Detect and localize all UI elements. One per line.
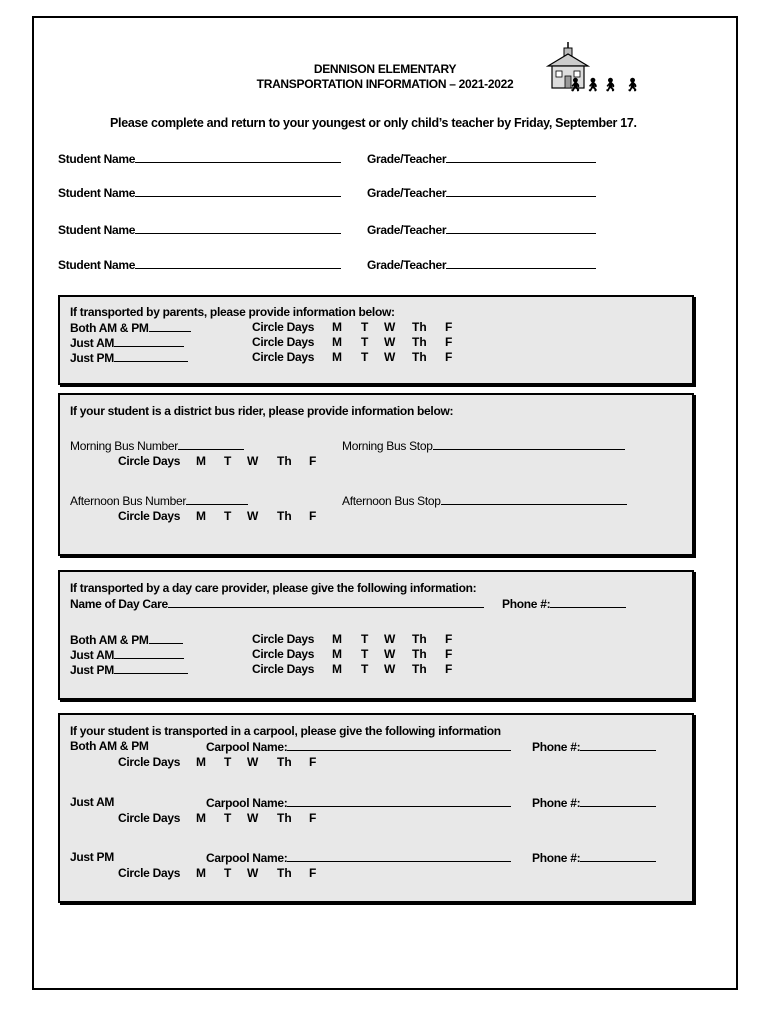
morning-bus-number-field[interactable]: Morning Bus Number <box>70 438 244 453</box>
carpool-both-option[interactable]: Both AM & PM <box>70 739 149 753</box>
circle-days-label: Circle Days <box>118 811 181 825</box>
daycare-section-title: If transported by a day care provider, please give the following information: <box>70 581 477 595</box>
carpool-name-field[interactable]: Carpool Name: <box>206 850 511 865</box>
day-w[interactable]: W <box>247 509 259 523</box>
afternoon-bus-number-field[interactable]: Afternoon Bus Number <box>70 493 248 508</box>
day-t[interactable]: T <box>361 320 369 334</box>
daycare-am-option[interactable]: Just AM <box>70 647 184 662</box>
day-f[interactable]: F <box>445 647 453 661</box>
day-th[interactable]: Th <box>412 320 427 334</box>
carpool-section-title: If your student is transported in a carpool, please give the following information <box>70 724 501 738</box>
day-w[interactable]: W <box>384 662 396 676</box>
day-w[interactable]: W <box>384 632 396 646</box>
day-f[interactable]: F <box>309 866 317 880</box>
parents-both-option[interactable]: Both AM & PM <box>70 320 191 335</box>
day-t[interactable]: T <box>224 454 232 468</box>
parents-section <box>58 295 694 385</box>
day-th[interactable]: Th <box>277 454 292 468</box>
parents-pm-option[interactable]: Just PM <box>70 350 188 365</box>
day-w[interactable]: W <box>384 350 396 364</box>
carpool-phone-field[interactable]: Phone #: <box>532 739 656 754</box>
student-name-label[interactable]: Student Name <box>58 257 341 272</box>
day-f[interactable]: F <box>445 662 453 676</box>
day-th[interactable]: Th <box>412 647 427 661</box>
day-f[interactable]: F <box>445 335 453 349</box>
student-name-label[interactable]: Student Name <box>58 222 341 237</box>
school-name: DENNISON ELEMENTARY <box>313 62 457 76</box>
circle-days-label: Circle Days <box>252 662 315 676</box>
day-t[interactable]: T <box>361 632 369 646</box>
day-m[interactable]: M <box>332 647 342 661</box>
day-th[interactable]: Th <box>277 755 292 769</box>
day-m[interactable]: M <box>332 632 342 646</box>
circle-days-label: Circle Days <box>118 755 181 769</box>
day-w[interactable]: W <box>247 755 259 769</box>
circle-days-label: Circle Days <box>118 454 181 468</box>
day-w[interactable]: W <box>384 647 396 661</box>
day-w[interactable]: W <box>384 320 396 334</box>
day-w[interactable]: W <box>247 866 259 880</box>
day-th[interactable]: Th <box>412 632 427 646</box>
carpool-name-field[interactable]: Carpool Name: <box>206 739 511 754</box>
children-figures-icon: 🚶︎🚶︎🚶︎ 🚶︎ <box>567 77 642 92</box>
day-m[interactable]: M <box>196 811 206 825</box>
daycare-phone-field[interactable]: Phone #: <box>502 596 626 611</box>
day-f[interactable]: F <box>309 811 317 825</box>
day-m[interactable]: M <box>332 662 342 676</box>
day-t[interactable]: T <box>361 662 369 676</box>
grade-teacher-label[interactable]: Grade/Teacher <box>367 257 596 272</box>
day-m[interactable]: M <box>332 320 342 334</box>
form-title: TRANSPORTATION INFORMATION – 2021-2022 <box>256 77 514 91</box>
day-m[interactable]: M <box>332 350 342 364</box>
day-t[interactable]: T <box>224 755 232 769</box>
day-t[interactable]: T <box>361 647 369 661</box>
day-m[interactable]: M <box>196 454 206 468</box>
daycare-section <box>58 570 694 700</box>
parents-am-option[interactable]: Just AM <box>70 335 184 350</box>
day-f[interactable]: F <box>445 350 453 364</box>
circle-days-label: Circle Days <box>252 350 315 364</box>
day-t[interactable]: T <box>224 811 232 825</box>
carpool-phone-field[interactable]: Phone #: <box>532 850 656 865</box>
daycare-both-option[interactable]: Both AM & PM <box>70 632 183 647</box>
day-f[interactable]: F <box>445 320 453 334</box>
day-t[interactable]: T <box>361 350 369 364</box>
day-m[interactable]: M <box>196 509 206 523</box>
day-f[interactable]: F <box>309 454 317 468</box>
parents-section-title: If transported by parents, please provide information below: <box>70 305 395 319</box>
day-m[interactable]: M <box>196 755 206 769</box>
day-t[interactable]: T <box>361 335 369 349</box>
grade-teacher-label[interactable]: Grade/Teacher <box>367 151 596 166</box>
day-f[interactable]: F <box>445 632 453 646</box>
carpool-pm-option[interactable]: Just PM <box>70 850 114 864</box>
day-th[interactable]: Th <box>412 350 427 364</box>
circle-days-label: Circle Days <box>118 509 181 523</box>
day-w[interactable]: W <box>247 454 259 468</box>
afternoon-bus-stop-field[interactable]: Afternoon Bus Stop <box>342 493 627 508</box>
carpool-section <box>58 713 694 903</box>
day-th[interactable]: Th <box>277 866 292 880</box>
day-th[interactable]: Th <box>277 811 292 825</box>
day-f[interactable]: F <box>309 509 317 523</box>
day-th[interactable]: Th <box>277 509 292 523</box>
circle-days-label: Circle Days <box>252 335 315 349</box>
student-name-label[interactable]: Student Name <box>58 151 341 166</box>
day-t[interactable]: T <box>224 866 232 880</box>
circle-days-label: Circle Days <box>252 647 315 661</box>
day-m[interactable]: M <box>332 335 342 349</box>
grade-teacher-label[interactable]: Grade/Teacher <box>367 222 596 237</box>
carpool-name-field[interactable]: Carpool Name: <box>206 795 511 810</box>
day-th[interactable]: Th <box>412 335 427 349</box>
day-w[interactable]: W <box>247 811 259 825</box>
carpool-am-option[interactable]: Just AM <box>70 795 115 809</box>
day-th[interactable]: Th <box>412 662 427 676</box>
bus-section-title: If your student is a district bus rider, please provide information below: <box>70 404 454 418</box>
daycare-pm-option[interactable]: Just PM <box>70 662 188 677</box>
student-name-label[interactable]: Student Name <box>58 185 341 200</box>
daycare-name-field[interactable]: Name of Day Care <box>70 596 484 611</box>
circle-days-label: Circle Days <box>252 320 315 334</box>
grade-teacher-label[interactable]: Grade/Teacher <box>367 185 596 200</box>
day-m[interactable]: M <box>196 866 206 880</box>
morning-bus-stop-field[interactable]: Morning Bus Stop <box>342 438 625 453</box>
day-t[interactable]: T <box>224 509 232 523</box>
bus-section <box>58 393 694 556</box>
instructions-text: Please complete and return to your youngest or only child’s teacher by Friday, September 17. <box>110 116 637 130</box>
day-w[interactable]: W <box>384 335 396 349</box>
carpool-phone-field[interactable]: Phone #: <box>532 795 656 810</box>
circle-days-label: Circle Days <box>252 632 315 646</box>
circle-days-label: Circle Days <box>118 866 181 880</box>
day-f[interactable]: F <box>309 755 317 769</box>
